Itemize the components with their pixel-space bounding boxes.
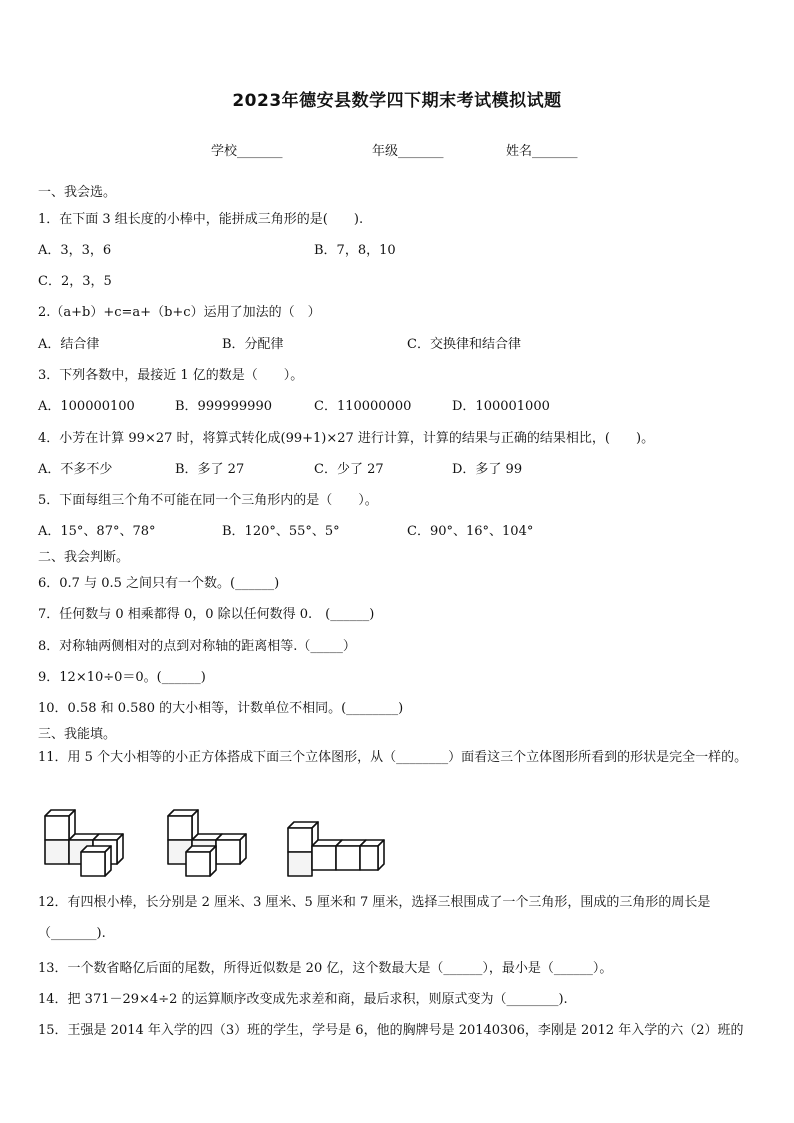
question-1-option-c: C．2，3，5 bbox=[38, 274, 112, 289]
question-4-stem: 4．小芳在计算 99×27 时，将算式转化成(99+1)×27 进行计算，计算的结果与正确的结果相比，( )。 bbox=[38, 431, 655, 446]
grade-field: 年级_______ bbox=[372, 144, 444, 159]
question-5-option-b: B．120°、55°、5° bbox=[222, 524, 340, 539]
question-3-option-b: B．999999990 bbox=[175, 399, 272, 414]
cube-figure-2 bbox=[168, 810, 246, 876]
question-6: 6．0.7 与 0.5 之间只有一个数。(______) bbox=[38, 576, 280, 591]
question-12: 12．有四根小棒，长分别是 2 厘米、3 厘米、5 厘米和 7 厘米，选择三根围成了一个三角形，围成的三角形的周长是（_______). bbox=[38, 895, 711, 941]
question-4-option-c: C．少了 27 bbox=[314, 462, 384, 477]
cube-figure-3 bbox=[288, 822, 384, 876]
question-1-option-a: A．3，3，6 bbox=[38, 243, 112, 258]
question-1-stem: 1．在下面 3 组长度的小棒中，能拼成三角形的是( ). bbox=[38, 212, 364, 227]
question-3-option-a: A．100000100 bbox=[38, 399, 135, 414]
question-1-option-b: B．7，8，10 bbox=[314, 243, 396, 258]
question-2-option-b: B．分配律 bbox=[222, 337, 284, 352]
question-3-option-c: C．110000000 bbox=[314, 399, 412, 414]
question-5-stem: 5．下面每组三个角不可能在同一个三角形内的是（ ）。 bbox=[38, 493, 378, 508]
question-3-option-d: D．100001000 bbox=[452, 399, 550, 414]
section-heading-2: 二、我会判断。 bbox=[38, 550, 130, 565]
question-11: 11．用 5 个大小相等的小正方体搭成下面三个立体图形，从（________）面看这三个立体图形所看到的形状是完全一样的。 bbox=[38, 750, 748, 765]
question-4-option-b: B．多了 27 bbox=[175, 462, 245, 477]
page-title: 2023年德安县数学四下期末考试模拟试题 bbox=[232, 91, 562, 111]
question-10: 10．0.58 和 0.580 的大小相等，计数单位不相同。(________) bbox=[38, 701, 404, 716]
question-2-option-c: C．交换律和结合律 bbox=[407, 337, 521, 352]
school-field: 学校_______ bbox=[211, 144, 283, 159]
question-8: 8．对称轴两侧相对的点到对称轴的距离相等.（_____） bbox=[38, 639, 356, 654]
question-9: 9．12×10÷0＝0。(______) bbox=[38, 670, 206, 685]
name-field: 姓名_______ bbox=[506, 144, 578, 159]
question-5-option-c: C．90°、16°、104° bbox=[407, 524, 534, 539]
question-4-option-d: D．多了 99 bbox=[452, 462, 523, 477]
question-2-option-a: A．结合律 bbox=[38, 337, 100, 352]
question-14: 14．把 371－29×4÷2 的运算顺序改变成先求差和商，最后求积，则原式变为（________). bbox=[38, 992, 568, 1007]
question-5-option-a: A．15°、87°、78° bbox=[38, 524, 156, 539]
question-13: 13．一个数省略亿后面的尾数，所得近似数是 20 亿，这个数最大是（______），最小是（______）。 bbox=[38, 961, 613, 976]
question-2-stem: 2.（a+b）+c=a+（b+c）运用了加法的（ ） bbox=[38, 305, 321, 320]
cube-figures bbox=[38, 808, 398, 880]
section-heading-1: 一、我会选。 bbox=[38, 185, 117, 200]
cube-figure-1 bbox=[45, 810, 123, 876]
question-7: 7．任何数与 0 相乘都得 0，0 除以任何数得 0. (______) bbox=[38, 607, 375, 622]
question-3-stem: 3．下列各数中，最接近 1 亿的数是（ ）。 bbox=[38, 368, 304, 383]
question-4-option-a: A．不多不少 bbox=[38, 462, 113, 477]
section-heading-3: 三、我能填。 bbox=[38, 727, 117, 742]
question-15: 15．王强是 2014 年入学的四（3）班的学生，学号是 6，他的胸牌号是 20140306，李刚是 2012 年入学的六（2）班的 bbox=[38, 1023, 744, 1038]
